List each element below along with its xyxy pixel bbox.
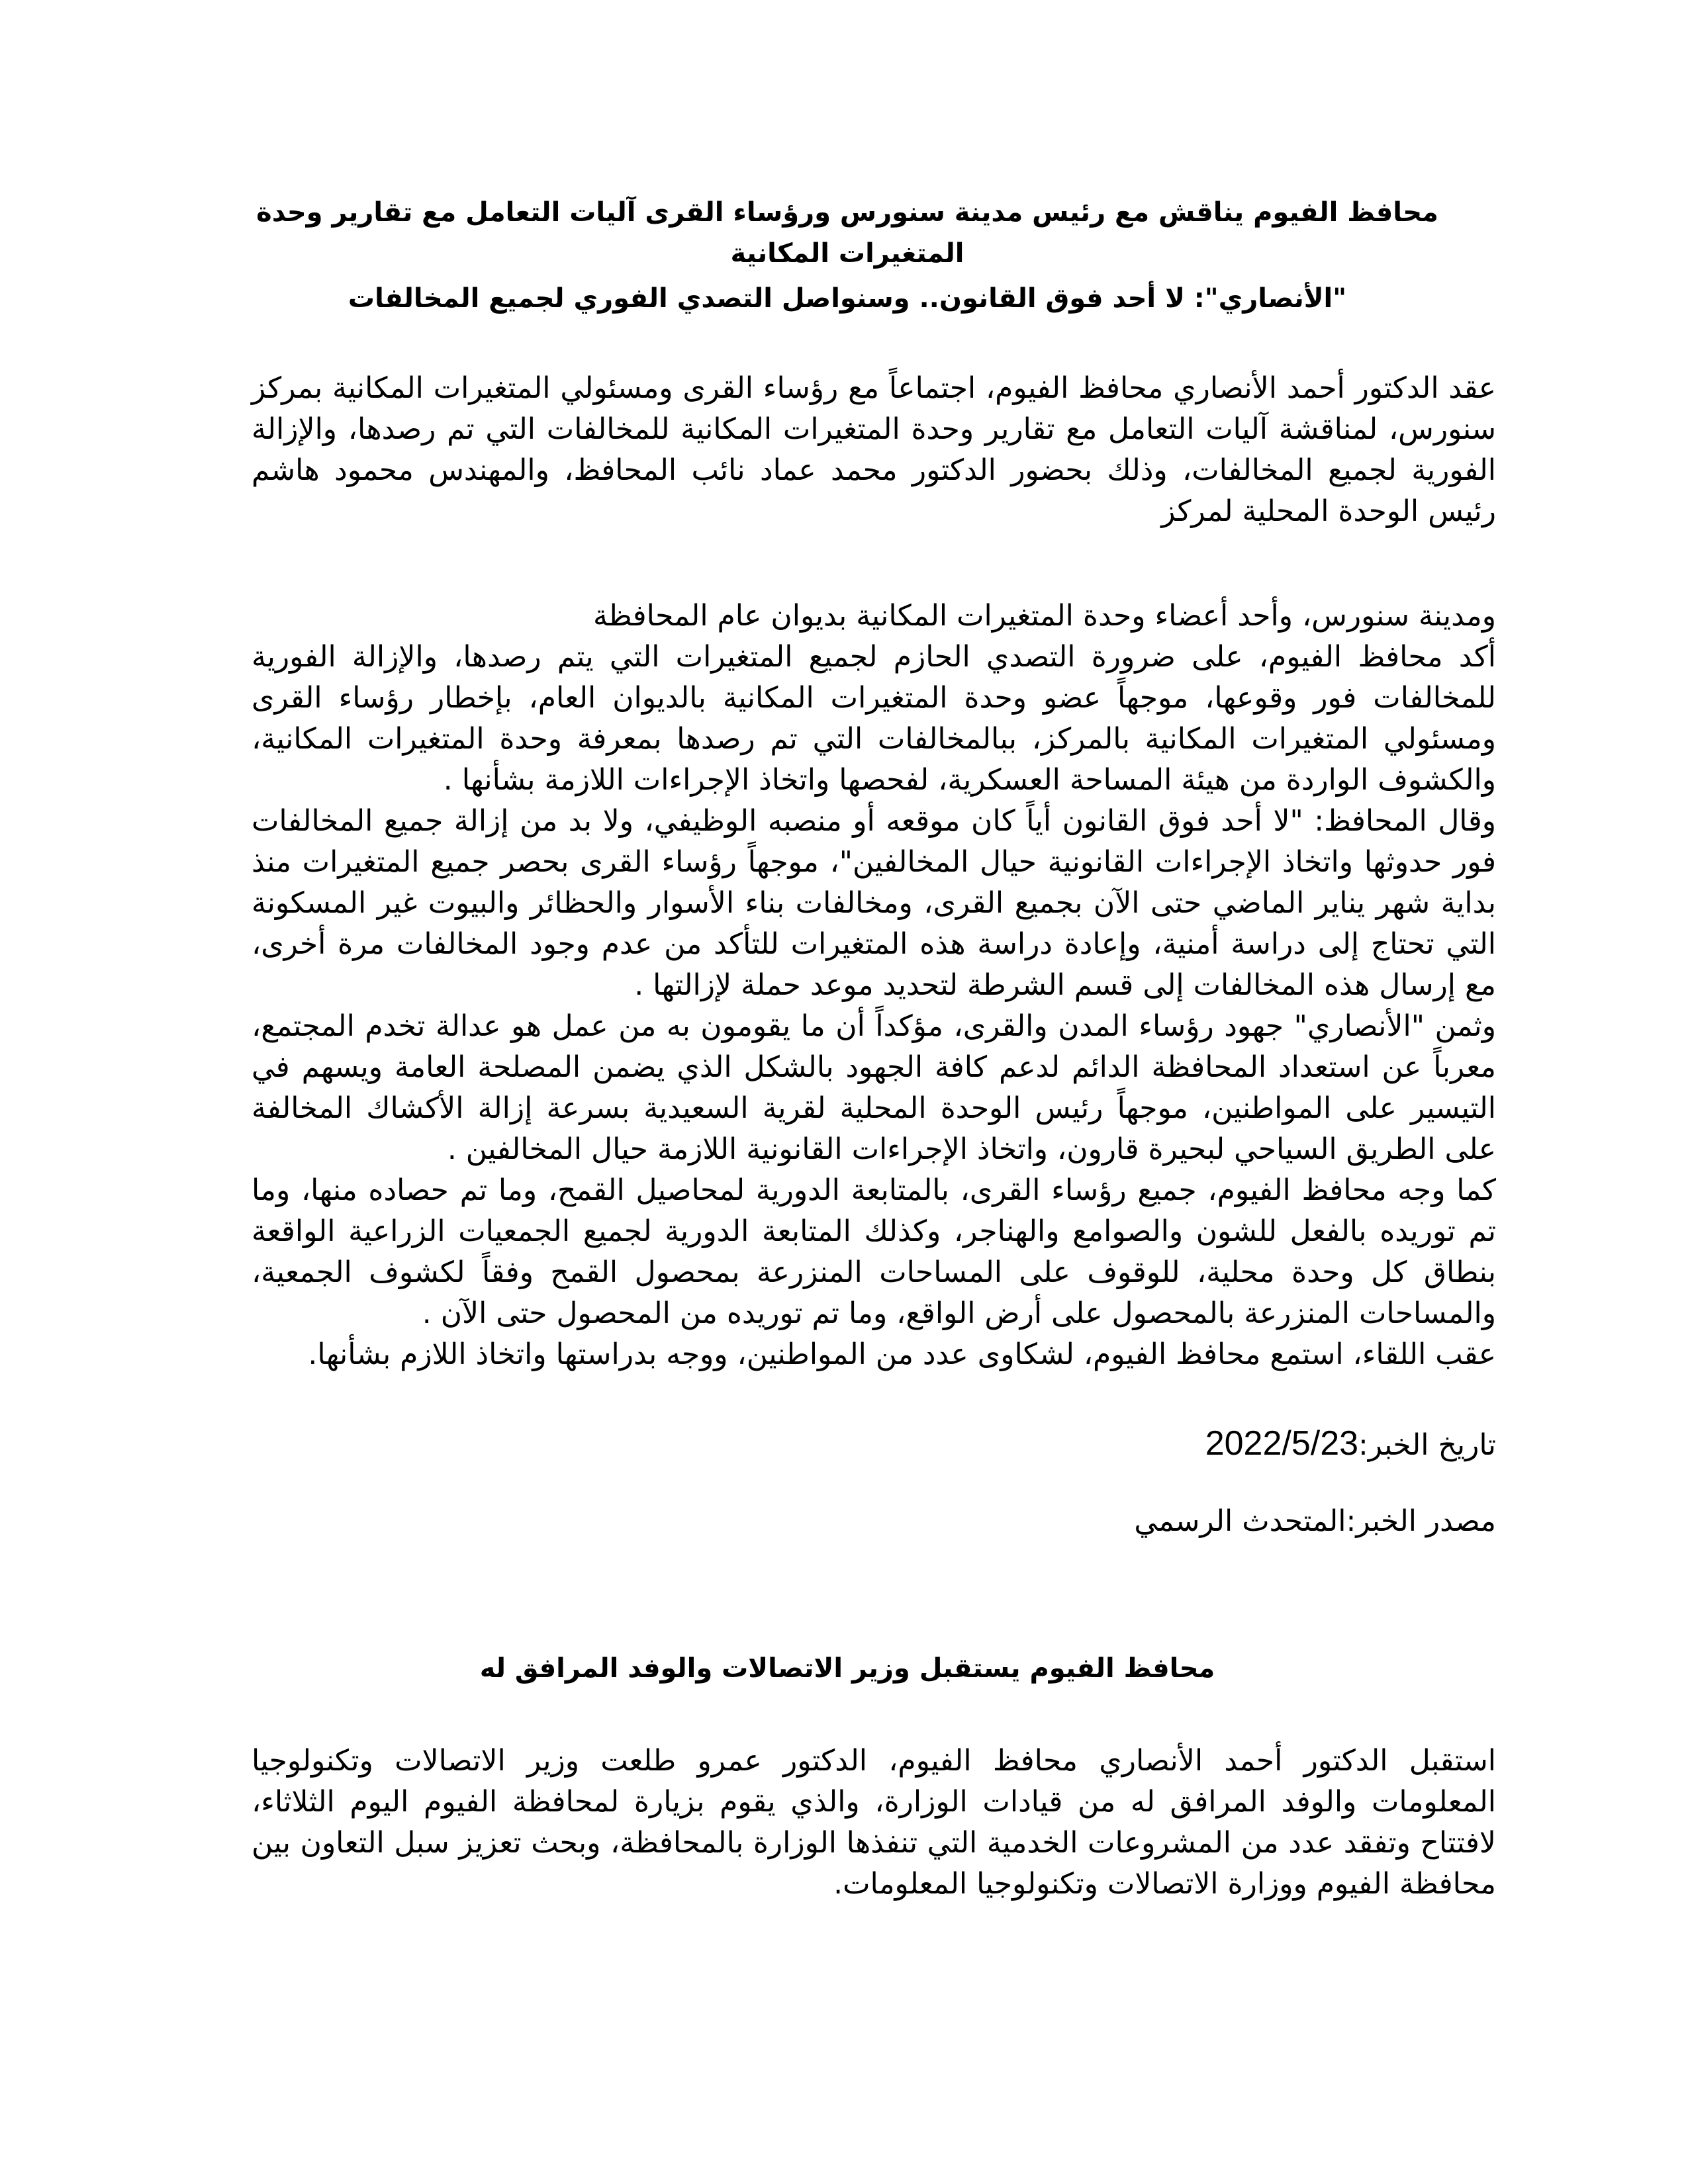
news-source — [1134, 1501, 1496, 1542]
article2-paragraph: استقبل الدكتور أحمد الأنصاري محافظ الفيوم، الدكتور عمرو طلعت وزير الاتصالات وتكنولوجيا المعلومات والوفد المرافق له من قيادات الوزارة، والذي يقوم بزيارة لمحافظة الفيوم اليوم الثلاثاء، لافتتاح وتفقد عدد من المشروعات الخدمية التي تنفذها الوزارة بالمحافظة، وبحث تعزيز سبل التعاون بين محافظة الفيوم ووزارة الاتصالات وتكنولوجيا المعلومات. — [252, 1744, 1496, 1901]
article1-subtitle: "الأنصاري": لا أحد فوق القانون.. وسنواصل التصدي الفوري لجميع المخالفات — [348, 283, 1347, 314]
news-date-value: 2022/5/23 — [1205, 1424, 1359, 1463]
article1-title: محافظ الفيوم يناقش مع رئيس مدينة سنورس ورؤساء القرى آليات التعامل مع تقارير وحدة المتغيرات المكانية — [256, 197, 1438, 269]
news-source-label: مصدر الخبر: — [1346, 1504, 1496, 1538]
news-date — [1205, 1423, 1496, 1466]
article2-title: محافظ الفيوم يستقبل وزير الاتصالات والوفد المرافق له — [479, 1653, 1215, 1684]
article1-intro-paragraph: عقد الدكتور أحمد الأنصاري محافظ الفيوم، اجتماعاً مع رؤساء القرى ومسئولي المتغيرات المكانية بمركز سنورس، لمناقشة آليات التعامل مع تقارير وحدة المتغيرات المكانية للمخالفات التي تم رصدها، والإزالة الفورية لجميع المخالفات، وذلك بحضور الدكتور محمد عماد نائب المحافظ، والمهندس محمود هاشم رئيس الوحدة المحلية لمركز — [252, 371, 1496, 528]
news-source-value: المتحدث الرسمي — [1134, 1504, 1346, 1538]
news-date-label: تاريخ الخبر: — [1358, 1428, 1496, 1462]
article1-body-paragraph: ومدينة سنورس، وأحد أعضاء وحدة المتغيرات المكانية بديوان عام المحافظة أكد محافظ الفيوم، على ضرورة التصدي الحازم لجميع المتغيرات التي يتم رصدها، والإزالة الفورية للمخالفات فور وقوعها، موجهاً عضو وحدة المتغيرات المكانية بالديوان العام، بإخطار رؤساء القرى ومسئولي المتغيرات المكانية بالمركز، ببالمخالفات التي تم رصدها بمعرفة وحدة المتغيرات المكانية، والكشوف الواردة من هيئة المساحة العسكرية، لفحصها واتخاذ الإجراءات اللازمة بشأنها . وقال المحافظ: "لا أحد فوق القانون أياً كان موقعه أو منصبه الوظيفي، ولا بد من إزالة جميع المخالفات فور حدوثها واتخاذ الإجراءات القانونية حيال المخالفين"، موجهاً رؤساء القرى بحصر جميع المتغيرات منذ بداية شهر يناير الماضي حتى الآن بجميع القرى، ومخالفات بناء الأسوار والحظائر والبيوت غير المسكونة التي تحتاج إلى دراسة أمنية، وإعادة دراسة هذه المتغيرات للتأكد من عدم وجود المخالفات مرة أخرى، مع إرسال هذه المخالفات إلى قسم الشرطة لتحديد موعد حملة لإزالتها . وثمن "الأنصاري" جهود رؤساء المدن والقرى، مؤكداً أن ما يقومون به من عمل هو عدالة تخدم المجتمع، معرباً عن استعداد المحافظة الدائم لدعم كافة الجهود بالشكل الذي يضمن المصلحة العامة ويسهم في التيسير على المواطنين، موجهاً رئيس الوحدة المحلية لقرية السعيدية بسرعة إزالة الأكشاك المخالفة على الطريق السياحي لبحيرة قارون، واتخاذ الإجراءات القانونية اللازمة حيال المخالفين . كما وجه محافظ الفيوم، جميع رؤساء القرى، بالمتابعة الدورية لمحاصيل القمح، وما تم حصاده منها، وما تم توريده بالفعل للشون والصوامع والهناجر، وكذلك المتابعة الدورية لجميع الجمعيات الزراعية الواقعة بنطاق كل وحدة محلية، للوقوف على المساحات المنزرعة بمحصول القمح وفقاً لكشوف الجمعية، والمساحات المنزرعة بالمحصول على أرض الواقع، وما تم توريده من المحصول حتى الآن . عقب اللقاء، استمع محافظ الفيوم، لشكاوى عدد من المواطنين، ووجه بدراستها واتخاذ اللازم بشأنها. — [252, 599, 1496, 1371]
